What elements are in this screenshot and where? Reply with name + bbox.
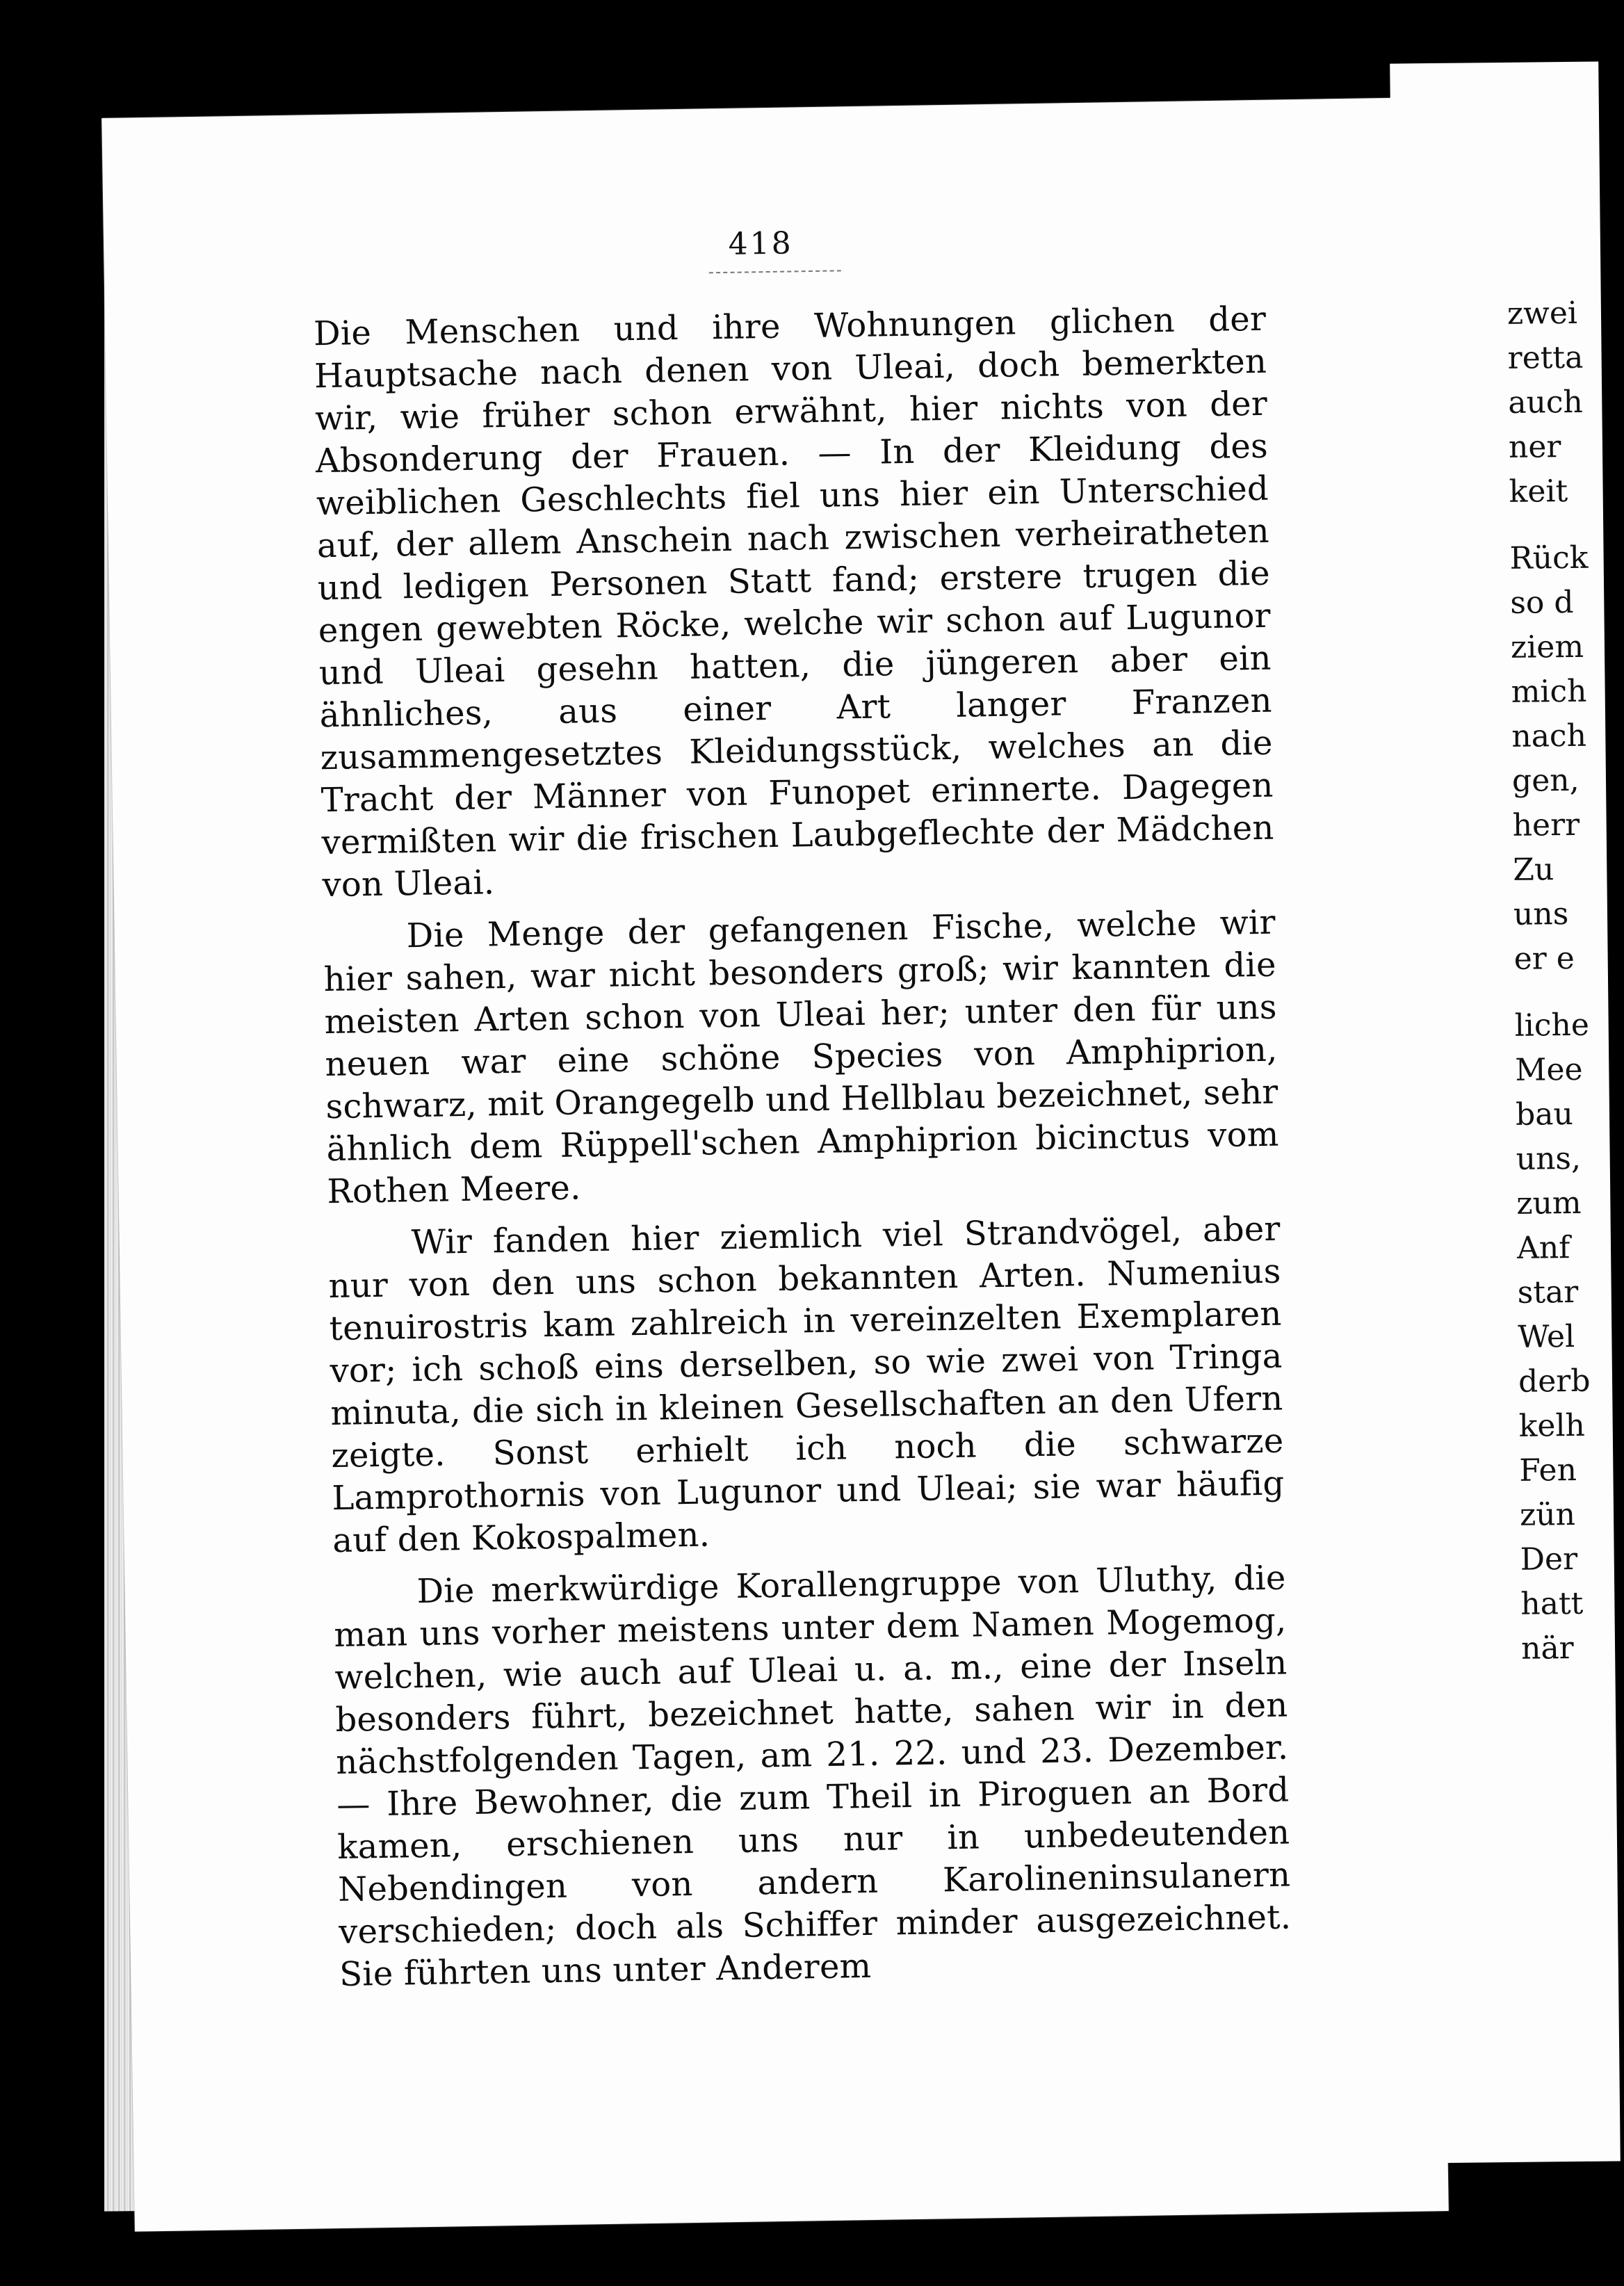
line-fragment: keit <box>1509 473 1568 510</box>
line-fragment: zwei <box>1507 295 1578 332</box>
left-book-page <box>102 97 1449 2231</box>
line-fragment: Fen <box>1519 1452 1577 1489</box>
paragraph: Die Menge der gefangenen Fische, welche wir hier sahen, war nicht besonders groß; wir kannten die meisten Arten schon von Uleai her; unter den für uns neuen war eine schöne Species von Amphiprion, schwarz, mit Orangegelb und Hellblau bezeichnet, sehr ähnlich dem Rüppell'schen Amphiprion bicinctus vom Rothen Meere. <box>323 902 1279 1212</box>
right-page-text-fragments <box>1507 291 1619 1671</box>
line-gap <box>1514 980 1611 1003</box>
line-fragment: Anf <box>1516 1230 1570 1266</box>
line-fragment: liche <box>1514 1007 1590 1044</box>
line-fragment: so d <box>1510 584 1574 621</box>
line-fragment: er e <box>1513 940 1575 977</box>
line-fragment: retta <box>1507 339 1584 376</box>
line-fragment: nach <box>1511 718 1587 754</box>
line-fragment: derb <box>1518 1363 1591 1400</box>
line-fragment: auch <box>1508 384 1584 421</box>
line-fragment: mich <box>1511 673 1587 710</box>
page-number: 418 <box>728 225 794 262</box>
paragraph: Wir fanden hier ziemlich viel Strandvögel, aber nur von den uns schon bekannten Arten. Numenius tenuirostris kam zahlreich in vereinzelten Exemplaren vor; ich schoß eins derselben, so wie zwei von Tringa minuta, die sich in kleinen Gesellschaften an den Ufern zeigte. Sonst erhielt ich noch die schwarze Lamprothornis von Lugunor und Uleai; sie war häufig auf den Kokospalmen. <box>328 1209 1285 1561</box>
page-number-rule <box>709 270 841 273</box>
line-fragment: kelh <box>1518 1407 1586 1444</box>
paragraph: Die merkwürdige Korallengruppe von Uluthy, die man uns vorher meistens unter dem Namen Mogemog, welchen, wie auch auf Uleai u. a. m., eine der Inseln besonders führt, bezeichnet hatte, sahen wir in den nächstfolgenden Tagen, am 21. 22. und 23. Dezember. — Ihre Bewohner, die zum Theil in Piroguen an Bord kamen, erschienen uns nur in unbedeutenden Nebendingen von andern Karolineninsulanern verschieden; doch als Schiffer minder ausgezeichnet. Sie führten uns unter Anderem <box>334 1558 1292 1994</box>
line-fragment: uns, <box>1516 1140 1582 1177</box>
line-fragment: hatt <box>1520 1585 1584 1622</box>
line-fragment: Mee <box>1515 1051 1583 1088</box>
paragraph: Die Menschen und ihre Wohnungen glichen der Hauptsache nach denen von Uleai, doch bemerkten wir, wie früher schon erwähnt, hier nichts von der Absonderung der Frauen. — In der Kleidung des weiblichen Geschlechts fiel uns hier ein Unterschied auf, der allem Anschein nach zwischen verheiratheten und ledigen Personen Statt fand; erstere trugen die engen gewebten Röcke, welche wir schon auf Lugunor und Uleai gesehn hatten, die jüngeren aber ein ähnliches, aus einer Art langer Franzen zusammengesetztes Kleidungsstück, welches an die Tracht der Männer von Funopet erinnerte. Dagegen vermißten wir die frischen Laubgeflechte der Mädchen von Uleai. <box>313 299 1274 905</box>
line-fragment: zum <box>1516 1185 1582 1222</box>
line-fragment: ner <box>1508 429 1561 465</box>
body-text <box>314 298 1292 2006</box>
line-fragment: Rück <box>1509 540 1589 576</box>
line-fragment: gen, <box>1511 762 1580 799</box>
line-fragment: bau <box>1515 1096 1574 1133</box>
line-fragment: Zu <box>1513 852 1554 888</box>
line-fragment: star <box>1517 1274 1579 1311</box>
line-fragment: Der <box>1520 1541 1578 1578</box>
line-fragment: zün <box>1519 1496 1576 1533</box>
line-fragment: Wel <box>1518 1318 1575 1355</box>
line-gap <box>1509 513 1607 536</box>
line-fragment: ziem <box>1510 629 1584 665</box>
line-fragment: uns <box>1513 896 1569 932</box>
line-fragment: när <box>1520 1630 1574 1667</box>
right-book-page <box>1390 62 1621 2164</box>
line-fragment: herr <box>1512 806 1580 843</box>
